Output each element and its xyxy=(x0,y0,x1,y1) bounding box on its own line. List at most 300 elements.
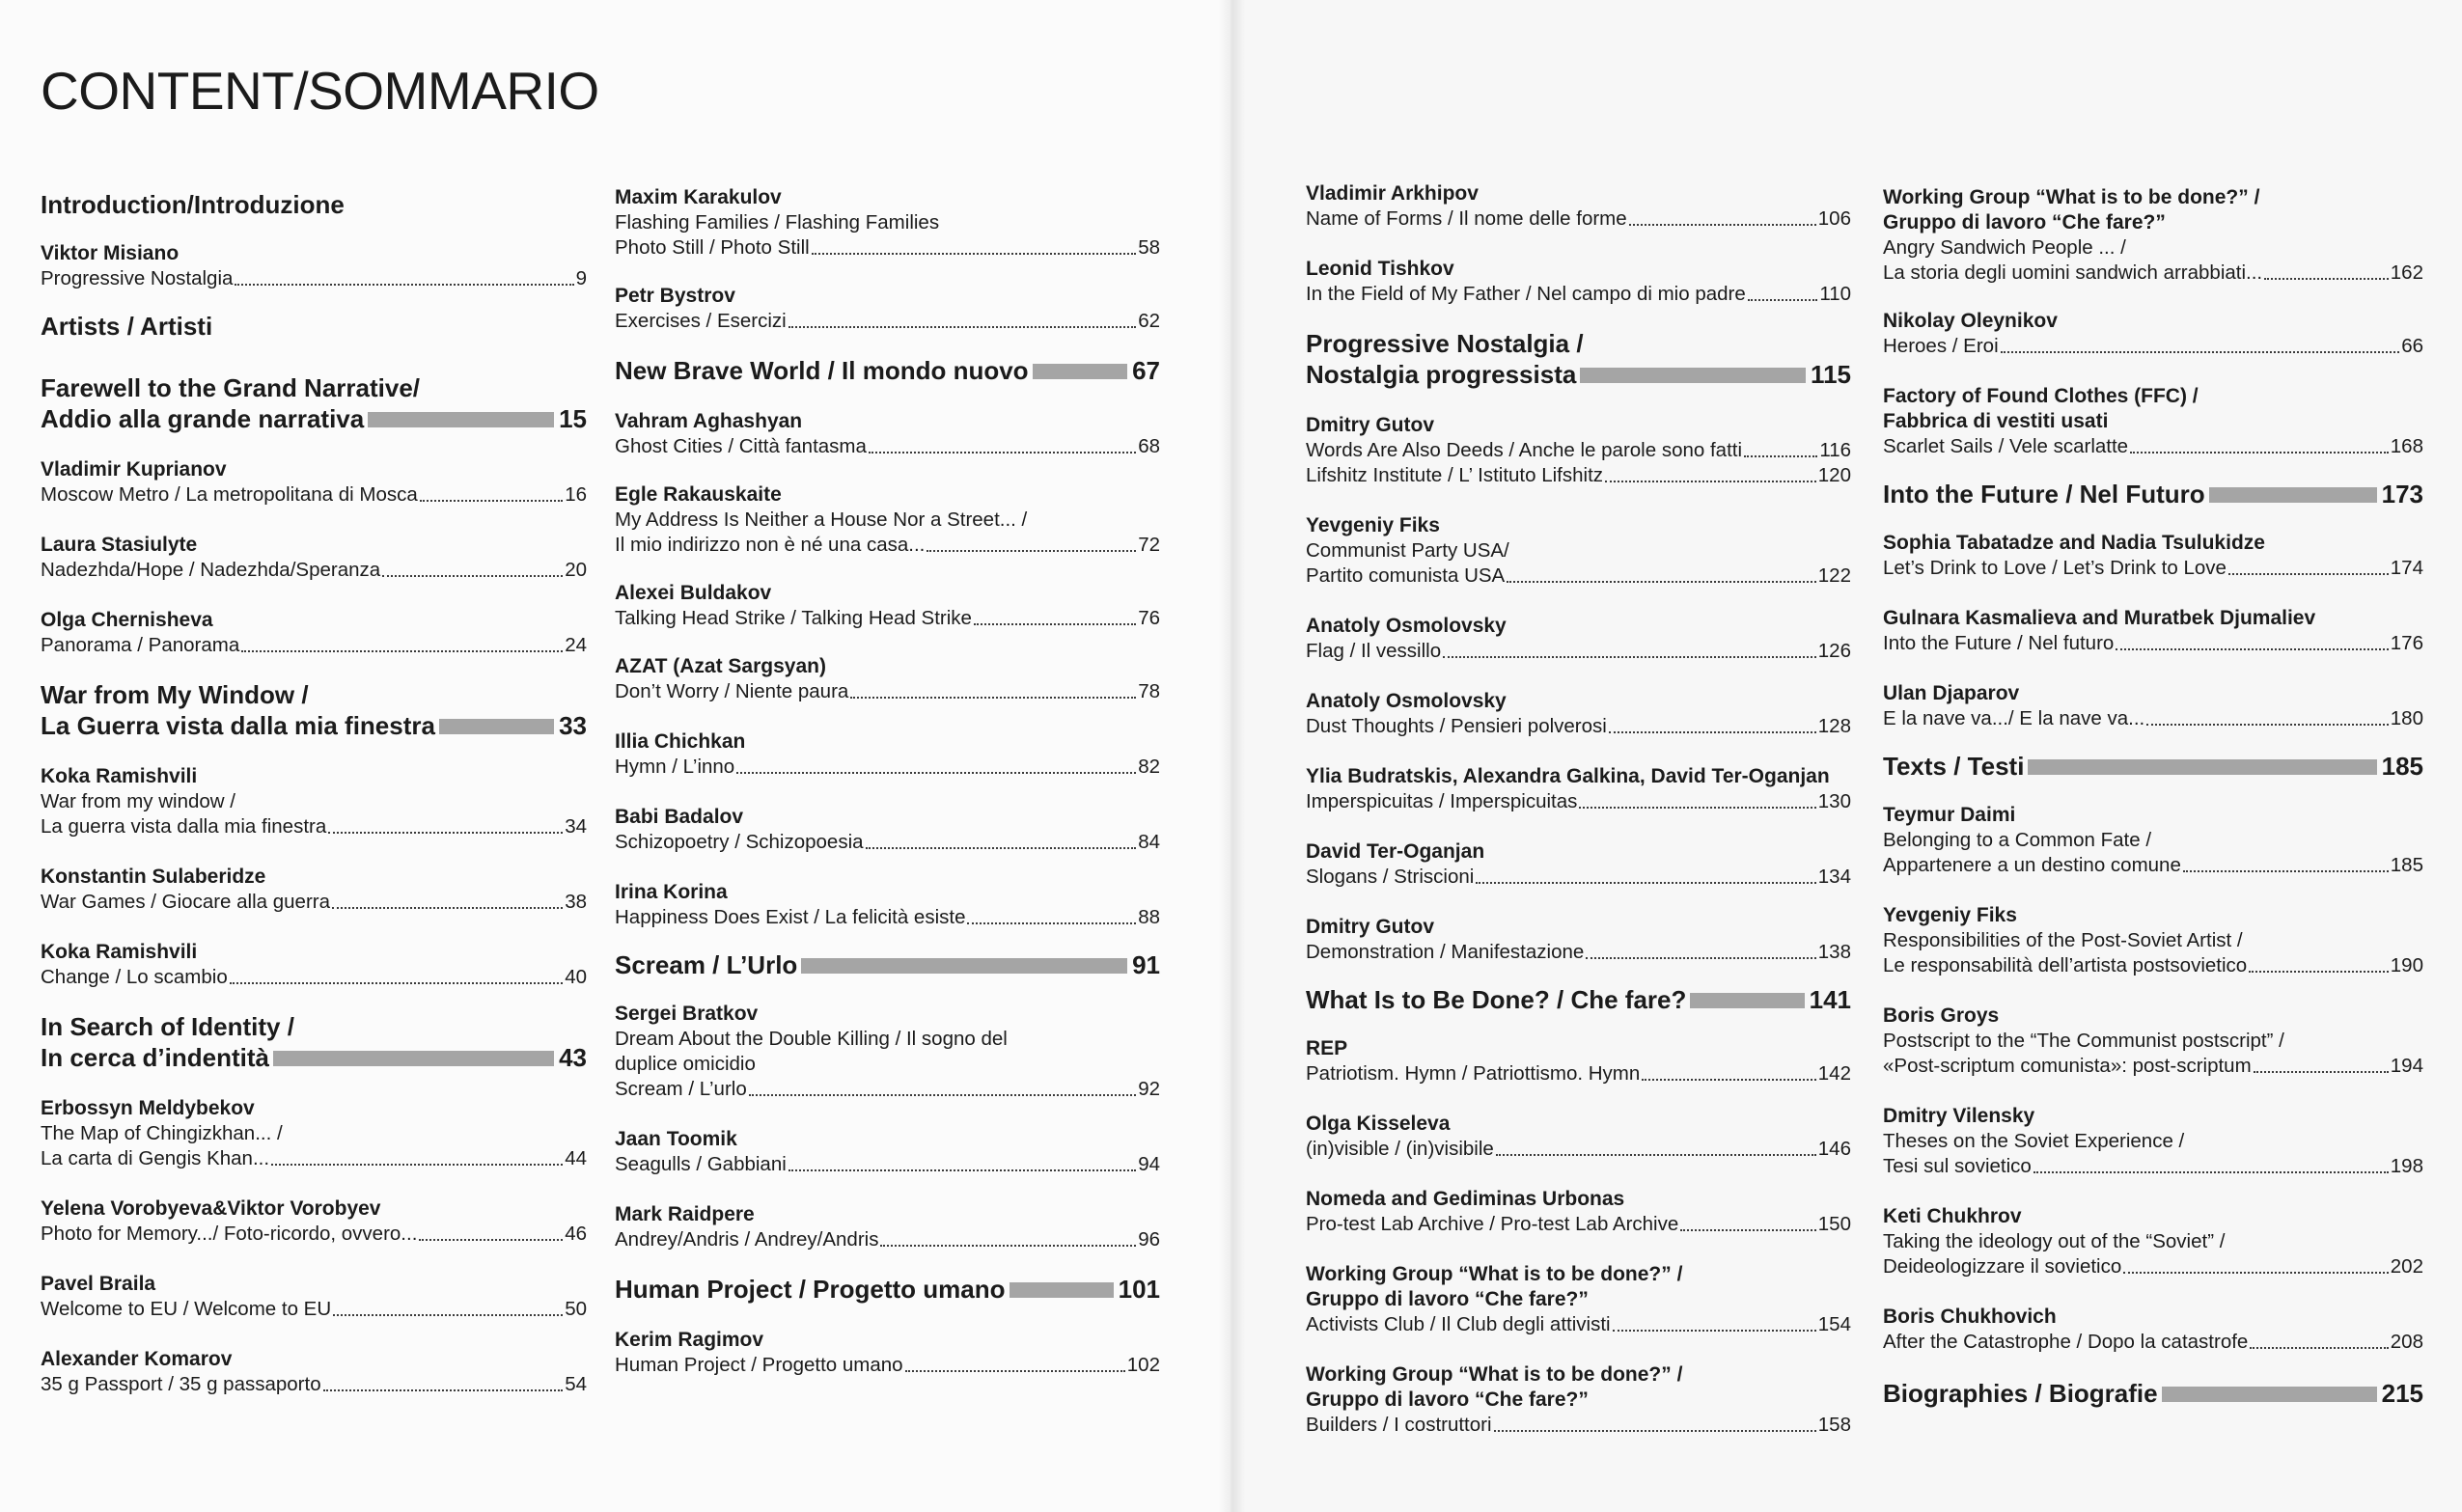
toc-entry xyxy=(615,729,1160,780)
entry-title-row xyxy=(1306,714,1851,739)
toc-section xyxy=(1306,984,1851,1015)
entry-title-row xyxy=(41,1222,587,1247)
dot-leader xyxy=(328,832,563,834)
section-heading xyxy=(615,1274,1160,1305)
entry-title-row xyxy=(1883,1054,2423,1079)
toc-entry xyxy=(615,805,1160,855)
entry-author: Vladimir Kuprianov xyxy=(41,458,227,481)
toc-entry xyxy=(1306,764,1851,814)
page-number: 40 xyxy=(565,966,587,988)
toc-entry xyxy=(1883,606,2423,656)
entry-author: Viktor Misiano xyxy=(41,242,180,264)
toc-column-2 xyxy=(615,185,1160,1378)
section-title: New Brave World / Il mondo nuovo xyxy=(615,356,1029,385)
entry-title: Theses on the Soviet Experience / xyxy=(1883,1130,2185,1152)
dot-leader xyxy=(1642,1079,1815,1081)
entry-title-row xyxy=(615,830,1160,855)
entry-author: Irina Korina xyxy=(615,881,728,903)
entry-title-row xyxy=(1306,865,1851,890)
page-number: 38 xyxy=(565,891,587,913)
page-number: 194 xyxy=(2390,1055,2423,1077)
entry-title-row xyxy=(1306,1312,1851,1337)
entry-title: Dream About the Double Killing / Il sogno del xyxy=(615,1028,1008,1050)
dot-leader xyxy=(905,1370,1125,1372)
entry-author: Sergei Bratkov xyxy=(615,1003,759,1025)
entry-title-row xyxy=(1306,1212,1851,1237)
entry-title: Demonstration / Manifestazione xyxy=(1306,941,1585,963)
entry-author: Petr Bystrov xyxy=(615,285,735,307)
section-title: Scream / L’Urlo xyxy=(615,950,798,979)
entry-title-row xyxy=(1883,556,2423,581)
entry-title-row xyxy=(1883,953,2423,978)
page-number: 62 xyxy=(1138,310,1160,332)
section-bar xyxy=(1033,364,1128,379)
page-number: 142 xyxy=(1817,1062,1851,1085)
page-number: 190 xyxy=(2390,954,2423,976)
toc-entry xyxy=(615,1002,1160,1102)
entry-title-row xyxy=(41,890,587,915)
page-number: 158 xyxy=(1817,1414,1851,1436)
entry-title: Talking Head Strike / Talking Head Strike xyxy=(615,607,972,629)
entry-author: Babi Badalov xyxy=(615,806,744,828)
entry-author: Vladimir Arkhipov xyxy=(1306,182,1479,205)
entry-author: Maxim Karakulov xyxy=(615,186,782,208)
page-number: 215 xyxy=(2381,1379,2423,1408)
page-number: 24 xyxy=(565,634,587,656)
entry-title: 35 g Passport / 35 g passaporto xyxy=(41,1373,321,1395)
toc-entry xyxy=(615,581,1160,631)
toc-entry xyxy=(615,654,1160,704)
page-number: 15 xyxy=(559,404,587,433)
entry-title-row xyxy=(41,1372,587,1397)
section-bar xyxy=(801,958,1127,974)
entry-author: Anatoly Osmolovsky xyxy=(1306,690,1507,712)
toc-entry xyxy=(41,865,587,915)
page-number: 128 xyxy=(1817,715,1851,737)
entry-title: Photo for Memory.../ Foto-ricordo, ovvero... xyxy=(41,1223,418,1245)
entry-title-row xyxy=(1883,631,2423,656)
toc-entry xyxy=(41,608,587,658)
section-heading xyxy=(41,1042,587,1073)
entry-title-row xyxy=(615,606,1160,631)
entry-author: Nomeda and Gediminas Urbonas xyxy=(1306,1188,1625,1210)
dot-leader xyxy=(2130,452,2389,454)
entry-title: La carta di Gengis Khan... xyxy=(41,1147,270,1169)
toc-section xyxy=(41,311,587,342)
toc-entry xyxy=(41,1272,587,1322)
toc-entry xyxy=(615,284,1160,334)
entry-title: War from my window / xyxy=(41,790,235,812)
entry-author: Illia Chichkan xyxy=(615,730,746,753)
dot-leader xyxy=(1494,1430,1816,1432)
entry-title: Words Are Also Deeds / Anche le parole sono fatti xyxy=(1306,439,1743,461)
entry-title: Belonging to a Common Fate / xyxy=(1883,829,2152,851)
section-title: Introduction/Introduzione xyxy=(41,190,345,219)
entry-title: After the Catastrophe / Dopo la catastrofe xyxy=(1883,1331,2249,1353)
entry-title-row xyxy=(1883,706,2423,731)
entry-author: Mark Raidpere xyxy=(615,1203,755,1225)
entry-title-row xyxy=(41,558,587,583)
entry-author: Dmitry Gutov xyxy=(1306,414,1435,436)
entry-title-row xyxy=(1883,1154,2423,1179)
toc-entry xyxy=(41,241,587,291)
dot-leader xyxy=(2123,1272,2389,1274)
dot-leader xyxy=(2183,870,2389,872)
entry-author: Working Group “What is to be done?” / xyxy=(1306,1363,1683,1386)
entry-author: Olga Chernisheva xyxy=(41,609,213,631)
section-heading xyxy=(41,710,587,741)
entry-title-row xyxy=(1306,564,1851,589)
toc-section xyxy=(41,1011,587,1073)
dot-leader xyxy=(1605,481,1816,482)
toc-entry xyxy=(1883,681,2423,731)
toc-entry xyxy=(1306,915,1851,965)
entry-author: Nikolay Oleynikov xyxy=(1883,310,2058,332)
entry-title: Pro-test Lab Archive / Pro-test Lab Archive xyxy=(1306,1213,1679,1235)
toc-entry xyxy=(41,764,587,839)
section-bar xyxy=(2162,1387,2377,1402)
entry-title: Taking the ideology out of the “Soviet” / xyxy=(1883,1230,2226,1252)
entry-author: Ylia Budratskis, Alexandra Galkina, David Ter-Oganjan xyxy=(1306,765,1830,787)
entry-title-row xyxy=(1883,1330,2423,1355)
entry-author: Keti Chukhrov xyxy=(1883,1205,2022,1227)
entry-author: Yevgeniy Fiks xyxy=(1883,904,2017,926)
entry-title: Let’s Drink to Love / Let’s Drink to Love xyxy=(1883,557,2227,579)
entry-title-row xyxy=(1306,438,1851,463)
entry-title-row xyxy=(615,309,1160,334)
entry-author: Working Group “What is to be done?” / xyxy=(1306,1263,1683,1285)
entry-title: Exercises / Esercizi xyxy=(615,310,787,332)
dot-leader xyxy=(850,697,1136,699)
page-number: 50 xyxy=(565,1298,587,1320)
section-bar xyxy=(439,719,554,734)
entry-author: AZAT (Azat Sargsyan) xyxy=(615,655,826,677)
toc-entry xyxy=(41,940,587,990)
dot-leader xyxy=(869,452,1136,454)
dot-leader xyxy=(241,650,563,652)
entry-title: Tesi sul sovietico xyxy=(1883,1155,2032,1177)
entry-author: REP xyxy=(1306,1037,1348,1059)
section-heading xyxy=(615,355,1160,386)
dot-leader xyxy=(323,1389,564,1391)
entry-title-row xyxy=(615,679,1160,704)
entry-author: Gulnara Kasmalieva and Muratbek Djumaliev xyxy=(1883,607,2316,629)
entry-author: Yelena Vorobyeva&Viktor Vorobyev xyxy=(41,1197,381,1220)
toc-entry xyxy=(1306,1262,1851,1337)
dot-leader xyxy=(2146,724,2389,726)
page-number: 68 xyxy=(1138,435,1160,457)
dot-leader xyxy=(1579,807,1815,809)
entry-title: Angry Sandwich People ... / xyxy=(1883,236,2126,259)
toc-entry xyxy=(615,409,1160,459)
page-number: 58 xyxy=(1138,236,1160,259)
page-number: 43 xyxy=(559,1043,587,1072)
toc-section xyxy=(41,189,587,220)
dot-leader xyxy=(974,623,1136,625)
toc-entry xyxy=(1306,614,1851,664)
toc-entry xyxy=(615,482,1160,558)
entry-author: Dmitry Gutov xyxy=(1306,916,1435,938)
section-heading xyxy=(615,949,1160,980)
entry-author: Yevgeniy Fiks xyxy=(1306,514,1440,536)
page-number: 116 xyxy=(1819,439,1851,461)
dot-leader xyxy=(230,982,563,984)
entry-title-row xyxy=(1306,789,1851,814)
entry-title-row xyxy=(41,814,587,839)
section-title: Nostalgia progressista xyxy=(1306,360,1577,389)
page-number: 130 xyxy=(1817,790,1851,812)
section-heading xyxy=(41,311,587,342)
page-number: 46 xyxy=(565,1223,587,1245)
entry-title-row xyxy=(1306,1137,1851,1162)
entry-title: Human Project / Progetto umano xyxy=(615,1354,903,1376)
toc-entry xyxy=(1306,513,1851,589)
entry-title: Le responsabilità dell’artista postsovietico xyxy=(1883,954,2248,976)
section-heading xyxy=(41,189,587,220)
page-number: 78 xyxy=(1138,680,1160,702)
dot-leader xyxy=(967,922,1136,924)
entry-title-row xyxy=(1306,206,1851,232)
entry-author: Ulan Djaparov xyxy=(1883,682,2020,704)
page-number: 110 xyxy=(1819,283,1851,305)
page-number: 141 xyxy=(1809,985,1851,1014)
entry-author: Koka Ramishvili xyxy=(41,941,198,963)
toc-entry xyxy=(41,1096,587,1171)
entry-title: Ghost Cities / Città fantasma xyxy=(615,435,867,457)
entry-title-row xyxy=(1883,853,2423,878)
entry-title: The Map of Chingizkhan... / xyxy=(41,1122,283,1144)
entry-author: Egle Rakauskaite xyxy=(615,483,782,506)
page-number: 91 xyxy=(1132,950,1160,979)
entry-title: Andrey/Andris / Andrey/Andris xyxy=(615,1228,879,1251)
entry-author: Gruppo di lavoro “Che fare?” xyxy=(1306,1388,1589,1411)
section-title: Artists / Artisti xyxy=(41,312,213,341)
dot-leader xyxy=(1744,455,1817,457)
entry-title-row xyxy=(1883,1254,2423,1279)
section-title: In Search of Identity / xyxy=(41,1012,294,1041)
entry-title-row xyxy=(41,965,587,990)
dot-leader xyxy=(332,907,563,909)
section-bar xyxy=(1580,368,1806,383)
entry-title: Flag / Il vessillo xyxy=(1306,640,1442,662)
section-heading xyxy=(1306,328,1851,359)
toc-section xyxy=(1883,1378,2423,1409)
entry-title-row xyxy=(1306,940,1851,965)
entry-author: Working Group “What is to be done?” / xyxy=(1883,186,2260,208)
toc-entry xyxy=(615,1328,1160,1378)
entry-author: Konstantin Sulaberidze xyxy=(41,866,266,888)
entry-title-row xyxy=(1883,261,2423,286)
page-number: 92 xyxy=(1138,1078,1160,1100)
entry-author: Factory of Found Clothes (FFC) / xyxy=(1883,385,2199,407)
page-number: 115 xyxy=(1811,360,1851,389)
entry-author: Anatoly Osmolovsky xyxy=(1306,615,1507,637)
toc-entry xyxy=(1883,384,2423,459)
entry-title: Change / Lo scambio xyxy=(41,966,228,988)
dot-leader xyxy=(333,1314,563,1316)
section-title: Addio alla grande narrativa xyxy=(41,404,365,433)
dot-leader xyxy=(880,1245,1136,1247)
page-title: CONTENT/SOMMARIO xyxy=(41,61,599,121)
toc-entry xyxy=(41,1347,587,1397)
page-number: 154 xyxy=(1817,1313,1851,1335)
toc-entry xyxy=(615,1202,1160,1252)
section-title: La Guerra vista dalla mia finestra xyxy=(41,711,435,740)
entry-author: Gruppo di lavoro “Che fare?” xyxy=(1883,211,2166,234)
entry-title: Heroes / Eroi xyxy=(1883,335,1999,357)
section-title: Human Project / Progetto umano xyxy=(615,1275,1006,1304)
section-heading xyxy=(1883,479,2423,509)
toc-entry xyxy=(41,457,587,508)
dot-leader xyxy=(2249,971,2389,973)
entry-author: Vahram Aghashyan xyxy=(615,410,803,432)
toc-entry xyxy=(1883,1305,2423,1355)
toc-entry xyxy=(1306,413,1851,488)
entry-title-row xyxy=(41,482,587,508)
entry-title: Moscow Metro / La metropolitana di Mosca xyxy=(41,483,418,506)
dot-leader xyxy=(788,1169,1136,1171)
page-number: 208 xyxy=(2390,1331,2423,1353)
entry-title: duplice omicidio xyxy=(615,1053,756,1075)
dot-leader xyxy=(420,500,563,502)
dot-leader xyxy=(2228,573,2389,575)
page-number: 9 xyxy=(575,267,587,289)
dot-leader xyxy=(1507,581,1816,583)
dot-leader xyxy=(1476,882,1815,884)
entry-title: La storia degli uomini sandwich arrabbiati... xyxy=(1883,261,2263,284)
dot-leader xyxy=(927,550,1136,552)
page-number: 88 xyxy=(1138,906,1160,928)
entry-title-row xyxy=(41,633,587,658)
toc-entry xyxy=(41,1196,587,1247)
toc-section xyxy=(1883,751,2423,782)
toc-entry xyxy=(1883,1003,2423,1079)
toc-entry xyxy=(1883,309,2423,359)
toc-section xyxy=(615,949,1160,980)
section-bar xyxy=(273,1051,554,1066)
section-title: Texts / Testi xyxy=(1883,752,2025,781)
dot-leader xyxy=(1443,656,1816,658)
toc-entry xyxy=(615,1127,1160,1177)
entry-title: Builders / I costruttori xyxy=(1306,1414,1492,1436)
toc-entry xyxy=(1883,1104,2423,1179)
entry-title-row xyxy=(615,905,1160,930)
entry-title: War Games / Giocare alla guerra xyxy=(41,891,331,913)
page-number: 94 xyxy=(1138,1153,1160,1175)
section-heading xyxy=(41,679,587,710)
entry-author: Dmitry Vilensky xyxy=(1883,1105,2035,1127)
entry-title: Progressive Nostalgia xyxy=(41,267,234,289)
dot-leader xyxy=(2001,351,2400,353)
toc-entry xyxy=(1306,1362,1851,1438)
entry-author: Boris Groys xyxy=(1883,1004,2000,1027)
page-number: 185 xyxy=(2381,752,2423,781)
page-number: 185 xyxy=(2390,854,2423,876)
page-number: 44 xyxy=(565,1147,587,1169)
toc-section xyxy=(1883,479,2423,509)
section-title: Biographies / Biografie xyxy=(1883,1379,2158,1408)
dot-leader xyxy=(1748,299,1818,301)
entry-title: Patriotism. Hymn / Patriottismo. Hymn xyxy=(1306,1062,1641,1085)
toc-entry xyxy=(1883,903,2423,978)
page-number: 101 xyxy=(1118,1275,1160,1304)
entry-title: Activists Club / Il Club degli attivisti xyxy=(1306,1313,1611,1335)
toc-section xyxy=(41,372,587,434)
page-number: 67 xyxy=(1132,356,1160,385)
entry-title-row xyxy=(1883,334,2423,359)
page-number: 122 xyxy=(1817,564,1851,587)
page-number: 20 xyxy=(565,559,587,581)
page-number: 96 xyxy=(1138,1228,1160,1251)
section-title: In cerca d’indentità xyxy=(41,1043,269,1072)
page-number: 198 xyxy=(2390,1155,2423,1177)
dot-leader xyxy=(2033,1171,2389,1173)
dot-leader xyxy=(1613,1330,1816,1332)
entry-title-row xyxy=(41,1146,587,1171)
toc-section xyxy=(615,1274,1160,1305)
page-number: 150 xyxy=(1817,1213,1851,1235)
entry-title: Seagulls / Gabbiani xyxy=(615,1153,787,1175)
entry-title-row xyxy=(615,1227,1160,1252)
entry-title: Appartenere a un destino comune xyxy=(1883,854,2181,876)
entry-title: Slogans / Striscioni xyxy=(1306,866,1475,888)
entry-title-row xyxy=(41,1297,587,1322)
page-number: 76 xyxy=(1138,607,1160,629)
entry-title: In the Field of My Father / Nel campo di mio padre xyxy=(1306,283,1746,305)
section-heading xyxy=(1306,359,1851,390)
entry-title: My Address Is Neither a House Nor a Street... / xyxy=(615,509,1028,531)
toc-entry xyxy=(1883,803,2423,878)
page-number: 120 xyxy=(1817,464,1851,486)
toc-column-1 xyxy=(41,189,587,1397)
section-heading xyxy=(1883,751,2423,782)
entry-title-row xyxy=(615,1152,1160,1177)
entry-author: Koka Ramishvili xyxy=(41,765,198,787)
entry-title-row xyxy=(1306,1061,1851,1086)
entry-title: «Post-scriptum comunista»: post-scriptum xyxy=(1883,1055,2252,1077)
section-heading xyxy=(41,1011,587,1042)
entry-author: Gruppo di lavoro “Che fare?” xyxy=(1306,1288,1589,1310)
entry-author: Alexei Buldakov xyxy=(615,582,772,604)
toc-entry xyxy=(1306,257,1851,307)
section-bar xyxy=(368,412,554,427)
dot-leader xyxy=(788,326,1136,328)
dot-leader xyxy=(1496,1154,1816,1156)
entry-author: Erbossyn Meldybekov xyxy=(41,1097,255,1119)
entry-title: Imperspicuitas / Imperspicuitas xyxy=(1306,790,1578,812)
toc-entry xyxy=(1306,1112,1851,1162)
toc-entry xyxy=(1883,185,2423,286)
entry-title-row xyxy=(615,1077,1160,1102)
toc-entry xyxy=(1306,1036,1851,1086)
entry-author: Leonid Tishkov xyxy=(1306,258,1454,280)
dot-leader xyxy=(866,847,1137,849)
book-gutter xyxy=(1218,0,1245,1512)
toc-entry xyxy=(1306,839,1851,890)
dot-leader xyxy=(812,253,1137,255)
section-heading xyxy=(41,372,587,403)
entry-title: E la nave va.../ E la nave va... xyxy=(1883,707,2145,729)
entry-title-row xyxy=(1306,1413,1851,1438)
toc-section xyxy=(1306,328,1851,390)
section-heading xyxy=(41,403,587,434)
entry-title-row xyxy=(41,266,587,291)
entry-title: Welcome to EU / Welcome to EU xyxy=(41,1298,332,1320)
toc-entry xyxy=(1306,181,1851,232)
dot-leader xyxy=(1586,957,1816,959)
page-number: 176 xyxy=(2390,632,2423,654)
entry-title-row xyxy=(615,235,1160,261)
